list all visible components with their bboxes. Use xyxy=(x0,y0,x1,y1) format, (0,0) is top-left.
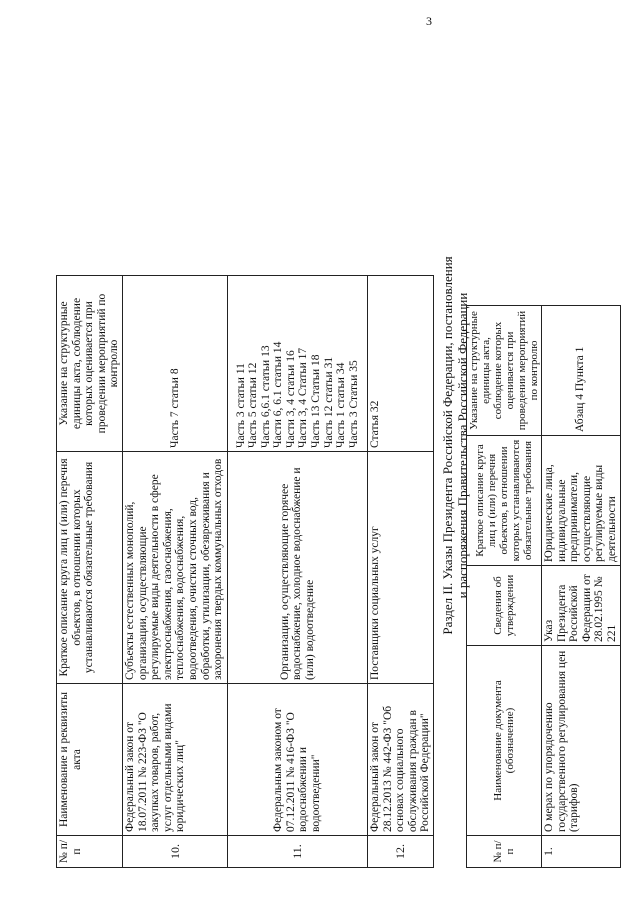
structural-unit: Часть 3 Статьи 35 xyxy=(347,360,360,448)
header-structural-units: Указание на структурные единицы акта, соблюдение которых оценивается при проведении мероприятий по контролю xyxy=(57,276,123,452)
requirements-table-section-2 xyxy=(466,305,621,868)
structural-unit: Часть 7 статьи 8 xyxy=(168,368,181,448)
approval-info: Указ Президента Российской Федерации от 28.02.1995 № 221 xyxy=(542,566,621,646)
page-number: 3 xyxy=(426,14,432,28)
header-document-name: Наименование документа (обозначение) xyxy=(467,646,542,836)
scope-description: Организации, осуществляющие горячее водоснабжение, холодное водоснабжение и (или) водоотведение xyxy=(227,452,367,684)
row-num: 10. xyxy=(122,836,227,868)
structural-unit: Часть 12 статьи 31 xyxy=(322,356,335,448)
structural-unit: Части 3, 4 статьи 16 xyxy=(284,350,297,448)
structural-unit: Часть 13 Статьи 18 xyxy=(310,354,323,448)
scope-description: Субъекты естественных монополий, организации, осуществляющие регулируемые виды деятельности в сфере электроснабжения, газоснабжения, теплоснабжения, водоснабжения, водоотведения, очистки сточных вод, обработки, утилизации, обезвреживания и захоронения твердых коммунальных отходов xyxy=(122,452,227,684)
header-num: № п/п xyxy=(467,836,542,868)
table-row xyxy=(542,306,621,868)
table-row xyxy=(122,276,227,868)
structural-units xyxy=(367,276,433,452)
structural-unit: Статья 32 xyxy=(368,400,381,448)
header-structural-units: Указание на структурные единицы акта, соблюдение которых оценивается при проведении мероприятий по контролю xyxy=(467,306,542,436)
structural-units xyxy=(227,276,367,452)
structural-unit: Части 6, 6.1 статьи 14 xyxy=(272,341,285,448)
act-name: Федеральный закон от 28.12.2013 № 442-ФЗ "Об основах социального обслуживания граждан в Российской Федерации" xyxy=(367,684,433,836)
structural-unit: Часть 5 статьи 12 xyxy=(247,362,260,448)
header-act-name: Наименование и реквизиты акта xyxy=(57,684,123,836)
structural-unit: Часть 1 статьи 34 xyxy=(335,362,348,448)
requirements-table-section-1 xyxy=(56,275,434,868)
act-name: Федеральным законом от 07.12.2011 № 416-ФЗ "О водоснабжении и водоотведении" xyxy=(227,684,367,836)
rotated-page-content xyxy=(56,23,618,868)
document-name: О мерах по упорядочению государственного регулирования цен (тарифов) xyxy=(542,646,621,836)
structural-unit: Часть 6,6.1 статьи 13 xyxy=(259,345,272,448)
scope-description: Юридические лица, индивидуальные предприниматели, осуществляющие регулируемые виды деятельности xyxy=(542,436,621,566)
table-row xyxy=(227,276,367,868)
section-title-line-1: Раздел II. Указы Президента Российской Федерации, постановления xyxy=(440,256,455,635)
row-num: 12. xyxy=(367,836,433,868)
table-header-row xyxy=(57,276,123,868)
header-num: № п/п xyxy=(57,836,123,868)
structural-units: Абзац 4 Пункта 1 xyxy=(542,306,621,436)
header-description: Краткое описание круга лиц и (или) перечня объектов, в отношении которых устанавливаются обязательные требования xyxy=(57,452,123,684)
section-title-line-2: и распоряжения Правительства Российской Федерации xyxy=(455,292,470,599)
structural-unit: Часть 3 статьи 11 xyxy=(234,363,247,448)
header-approval-info: Сведения об утверждении xyxy=(467,566,542,646)
row-num: 11. xyxy=(227,836,367,868)
header-description: Краткое описание круга лиц и (или) перечня объектов, в отношении которых устанавливаются обязательные требования xyxy=(467,436,542,566)
act-name: Федеральный закон от 18.07.2011 № 223-ФЗ "О закупках товаров, работ, услуг отдельными видами юридических лиц" xyxy=(122,684,227,836)
structural-unit: Части 3, 4 Статьи 17 xyxy=(297,347,310,448)
structural-units xyxy=(122,276,227,452)
scope-description: Поставщики социальных услуг xyxy=(367,452,433,684)
table-row xyxy=(367,276,433,868)
row-num: 1. xyxy=(542,836,621,868)
table-header-row xyxy=(467,306,542,868)
